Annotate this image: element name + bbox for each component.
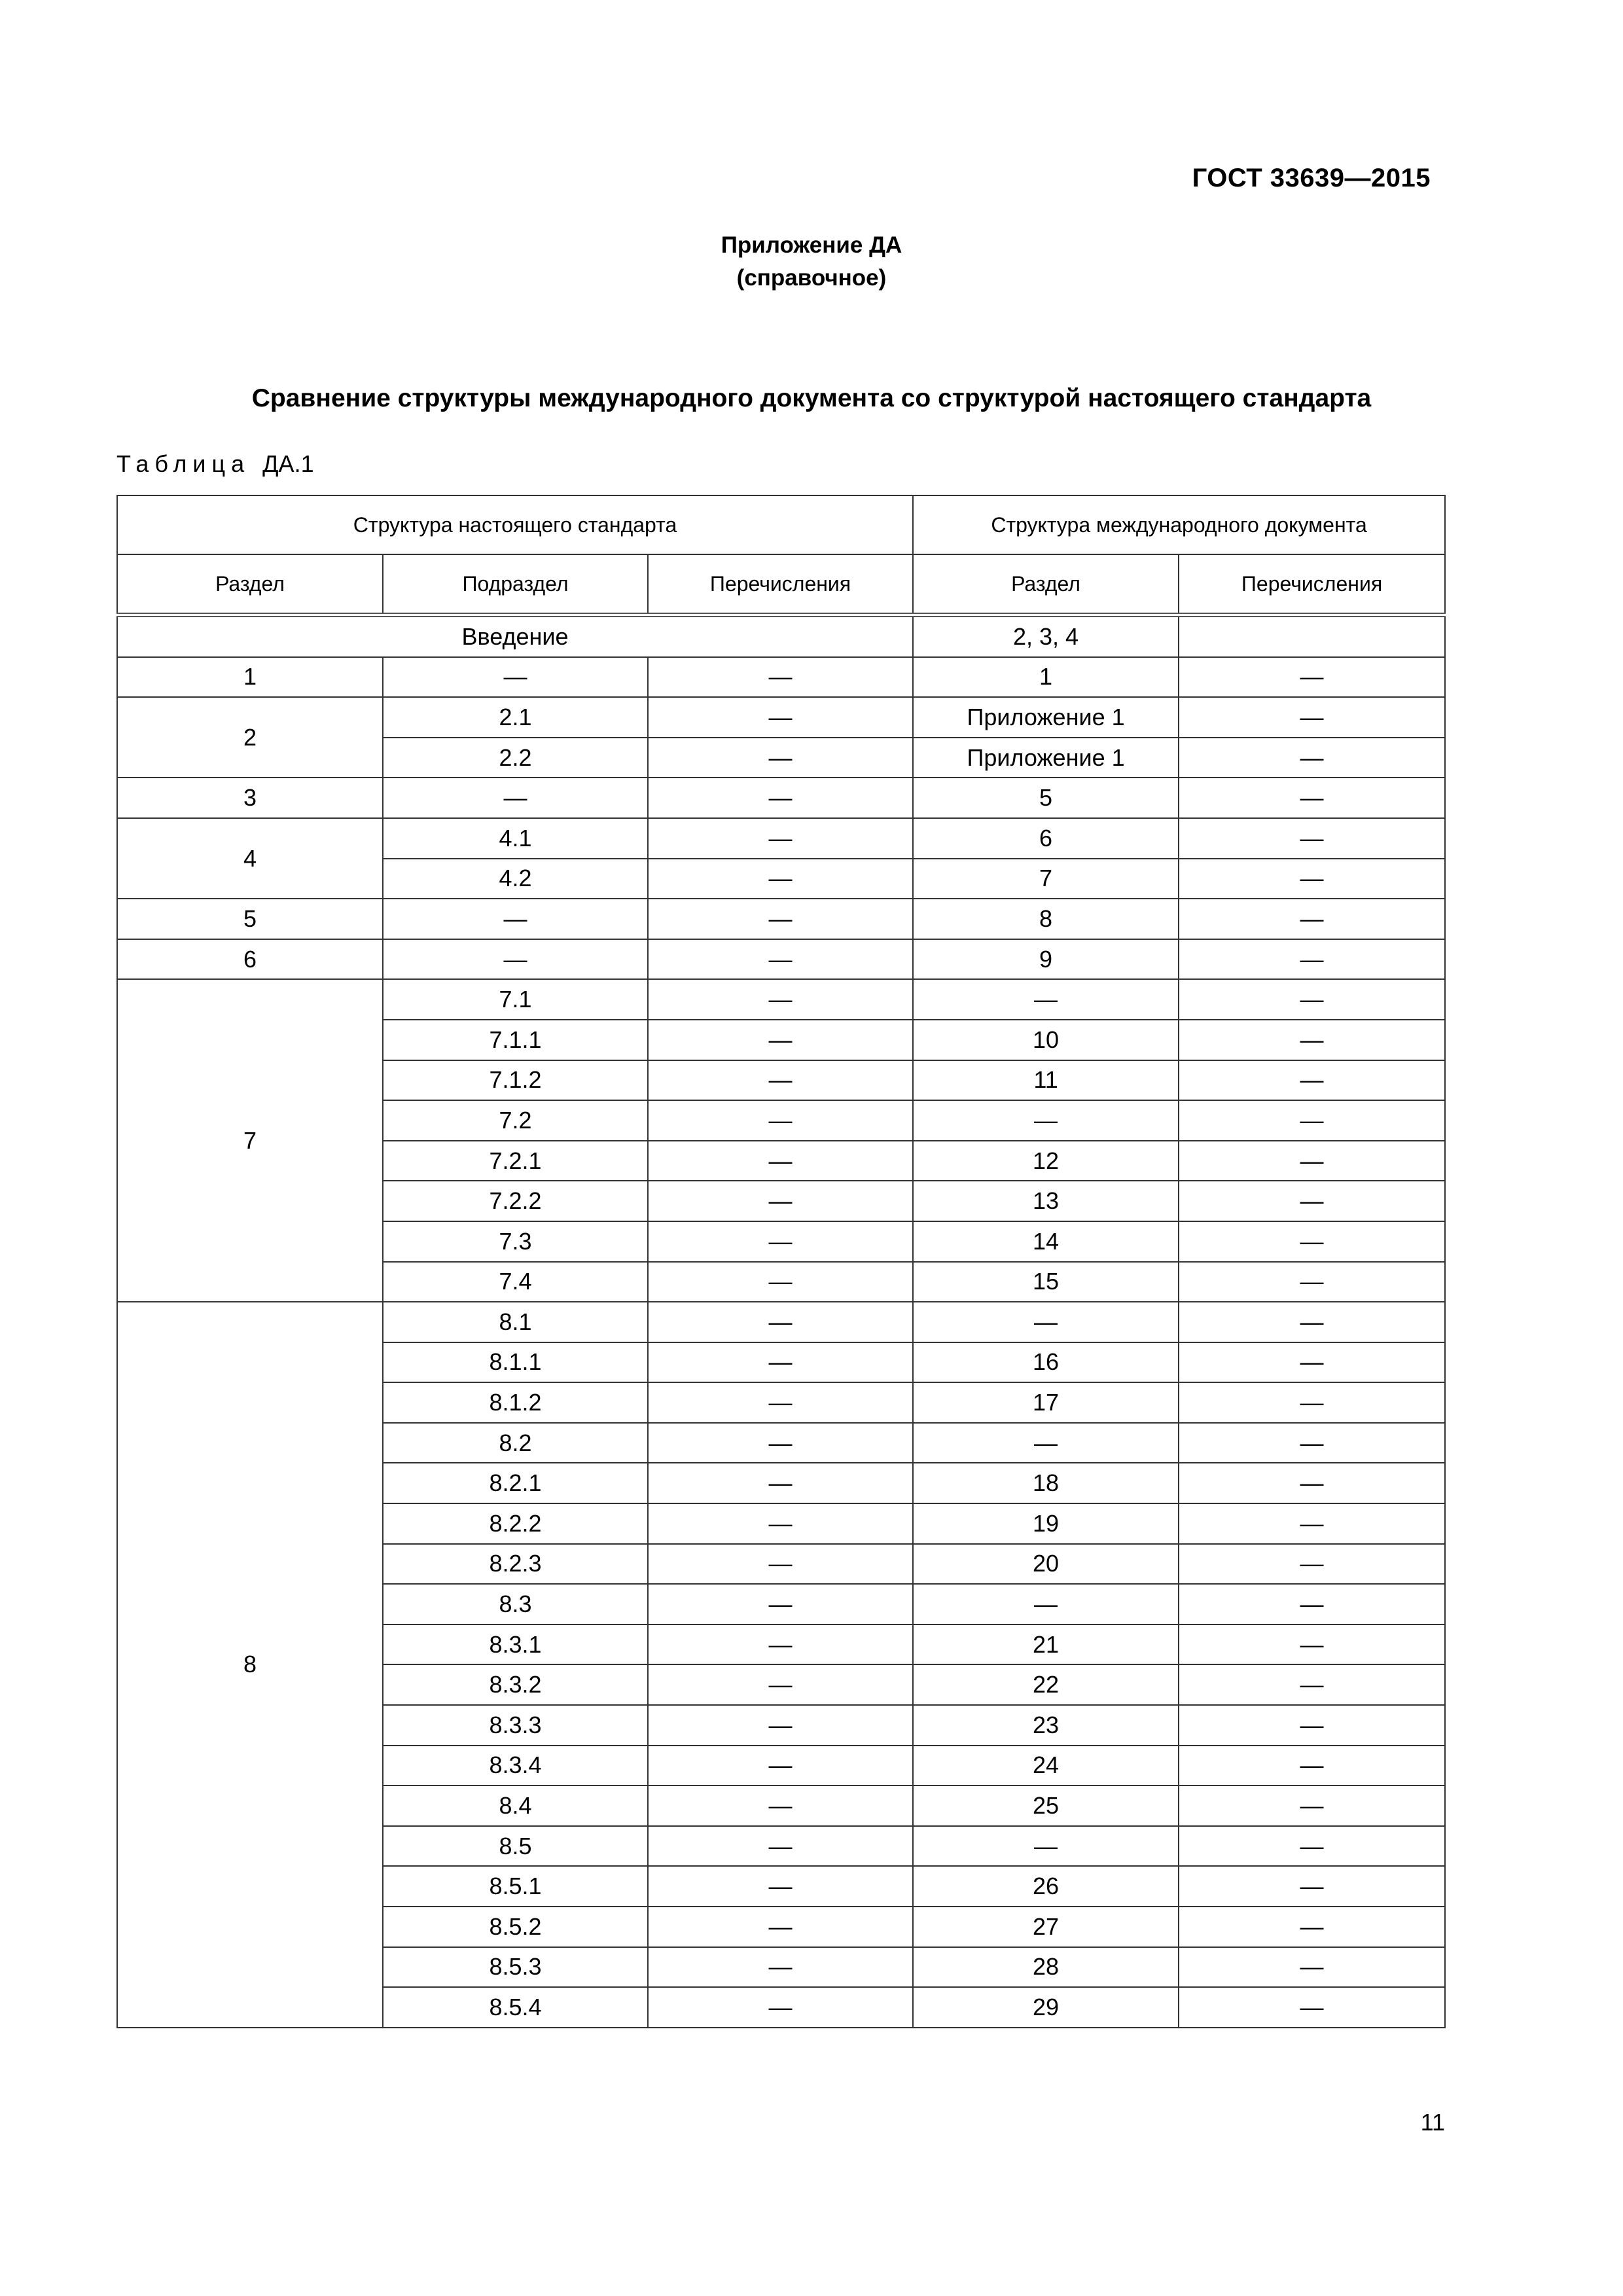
cell-subsection: 8.3.1 [383, 1624, 648, 1665]
cell-enumeration: — [648, 697, 913, 738]
cell-section: 5 [117, 899, 383, 939]
cell-enumeration: — [648, 1221, 913, 1262]
cell-intl-enumeration: — [1179, 1141, 1445, 1181]
cell-intl-enumeration: — [1179, 1100, 1445, 1141]
cell-intl-enumeration: — [1179, 1020, 1445, 1060]
cell-enumeration: — [648, 657, 913, 698]
cell-enumeration: — [648, 1907, 913, 1947]
cell-subsection: — [383, 899, 648, 939]
cell-enumeration: — [648, 1302, 913, 1342]
table-row [117, 899, 1445, 939]
cell-intl-enumeration: — [1179, 697, 1445, 738]
cell-subsection: 7.2.2 [383, 1181, 648, 1221]
cell-enumeration: — [648, 1785, 913, 1826]
cell-section: 3 [117, 778, 383, 818]
cell-intl-section: 11 [913, 1060, 1179, 1101]
cell-intl-section: 23 [913, 1705, 1179, 1746]
cell-intl-section: 18 [913, 1463, 1179, 1503]
cell-intl-section: 24 [913, 1746, 1179, 1786]
cell-section: 6 [117, 939, 383, 980]
comparison-table [116, 495, 1446, 2028]
cell-subsection: 8.1.2 [383, 1382, 648, 1423]
cell-intl-section: 10 [913, 1020, 1179, 1060]
group-header-standard: Структура настоящего стандарта [117, 495, 913, 554]
cell-enumeration: — [648, 899, 913, 939]
table-row [117, 939, 1445, 980]
cell-subsection: 8.3.4 [383, 1746, 648, 1786]
cell-enumeration: — [648, 1947, 913, 1988]
cell-intl-enumeration: — [1179, 1826, 1445, 1867]
cell-subsection: 8.5.4 [383, 1987, 648, 2028]
cell-subsection: 7.1.1 [383, 1020, 648, 1060]
cell-section: 7 [117, 979, 383, 1302]
cell-subsection: 8.5.1 [383, 1866, 648, 1907]
cell-enumeration: — [648, 979, 913, 1020]
cell-intl-enumeration: — [1179, 979, 1445, 1020]
table-row [117, 979, 1445, 1020]
cell-subsection: 8.3 [383, 1584, 648, 1624]
cell-intl-enumeration: — [1179, 1060, 1445, 1101]
cell-intl-enumeration: — [1179, 657, 1445, 698]
cell-intl-section: 25 [913, 1785, 1179, 1826]
cell-enumeration: — [648, 1060, 913, 1101]
cell-subsection: — [383, 778, 648, 818]
cell-intl-section: 7 [913, 859, 1179, 899]
cell-enumeration: — [648, 859, 913, 899]
cell-subsection: 8.3.2 [383, 1664, 648, 1705]
cell-subsection: 8.1 [383, 1302, 648, 1342]
cell-enumeration: — [648, 1544, 913, 1585]
document-code: ГОСТ 33639—2015 [1192, 164, 1431, 192]
cell-enumeration: — [648, 1262, 913, 1302]
cell-intl-enumeration: — [1179, 1382, 1445, 1423]
cell-enumeration: — [648, 1584, 913, 1624]
cell-subsection: 7.1 [383, 979, 648, 1020]
cell-subsection: 7.2.1 [383, 1141, 648, 1181]
cell-enumeration: — [648, 1503, 913, 1544]
table-row [117, 697, 1445, 738]
cell-intl-section: 21 [913, 1624, 1179, 1665]
col-header-intl-enumeration: Перечисления [1179, 554, 1445, 615]
page-title: Сравнение структуры международного документа со структурой настоящего стандарта [251, 384, 1372, 412]
cell-intl-enumeration: — [1179, 1987, 1445, 2028]
cell-intl-enumeration: — [1179, 1262, 1445, 1302]
cell-intl-enumeration: — [1179, 1866, 1445, 1907]
cell-subsection: 4.1 [383, 818, 648, 859]
cell-intl-section: 13 [913, 1181, 1179, 1221]
cell-intl-section: — [913, 1100, 1179, 1141]
intro-label: Введение [117, 615, 913, 657]
col-header-subsection: Подраздел [383, 554, 648, 615]
cell-intl-section: 15 [913, 1262, 1179, 1302]
intro-row [117, 615, 1445, 657]
cell-enumeration: — [648, 1342, 913, 1383]
cell-intl-section: — [913, 1302, 1179, 1342]
cell-intl-section: 19 [913, 1503, 1179, 1544]
appendix-type: (справочное) [736, 265, 887, 291]
cell-intl-section: 14 [913, 1221, 1179, 1262]
cell-intl-section: 22 [913, 1664, 1179, 1705]
cell-subsection: 7.1.2 [383, 1060, 648, 1101]
table-caption-label: Таблица [116, 450, 251, 477]
table-body [117, 615, 1445, 2028]
table-row [117, 778, 1445, 818]
cell-intl-enumeration: — [1179, 1907, 1445, 1947]
cell-intl-section: 29 [913, 1987, 1179, 2028]
table-caption [116, 450, 314, 478]
cell-enumeration: — [648, 1664, 913, 1705]
cell-intl-section: — [913, 1423, 1179, 1463]
cell-intl-enumeration: — [1179, 939, 1445, 980]
table-row [117, 818, 1445, 859]
cell-intl-enumeration: — [1179, 899, 1445, 939]
cell-subsection: 8.3.3 [383, 1705, 648, 1746]
cell-intl-section: 12 [913, 1141, 1179, 1181]
cell-subsection: 8.5.2 [383, 1907, 648, 1947]
table-caption-number: ДА.1 [262, 450, 314, 477]
cell-intl-enumeration: — [1179, 818, 1445, 859]
cell-intl-enumeration: — [1179, 1423, 1445, 1463]
cell-subsection: 8.2.1 [383, 1463, 648, 1503]
cell-intl-enumeration: — [1179, 1544, 1445, 1585]
cell-intl-section: — [913, 979, 1179, 1020]
table-column-header-row [117, 554, 1445, 615]
cell-subsection: 8.2.2 [383, 1503, 648, 1544]
cell-section: 8 [117, 1302, 383, 2028]
cell-enumeration: — [648, 1866, 913, 1907]
cell-enumeration: — [648, 1463, 913, 1503]
cell-enumeration: — [648, 1746, 913, 1786]
cell-intl-enumeration: — [1179, 859, 1445, 899]
cell-enumeration: — [648, 1826, 913, 1867]
cell-intl-enumeration: — [1179, 1503, 1445, 1544]
cell-enumeration: — [648, 1705, 913, 1746]
cell-subsection: 8.1.1 [383, 1342, 648, 1383]
cell-enumeration: — [648, 1624, 913, 1665]
cell-intl-enumeration: — [1179, 1785, 1445, 1826]
cell-enumeration: — [648, 1141, 913, 1181]
cell-enumeration: — [648, 1181, 913, 1221]
cell-intl-section: — [913, 1826, 1179, 1867]
cell-intl-section: 1 [913, 657, 1179, 698]
cell-enumeration: — [648, 778, 913, 818]
cell-intl-enumeration: — [1179, 778, 1445, 818]
cell-intl-section: 6 [913, 818, 1179, 859]
table-group-header-row [117, 495, 1445, 554]
cell-subsection: — [383, 939, 648, 980]
intro-intl-section: 2, 3, 4 [913, 615, 1179, 657]
cell-enumeration: — [648, 818, 913, 859]
cell-intl-section: 16 [913, 1342, 1179, 1383]
table-row [117, 657, 1445, 698]
cell-intl-section: 8 [913, 899, 1179, 939]
cell-intl-section: 27 [913, 1907, 1179, 1947]
cell-intl-enumeration: — [1179, 1746, 1445, 1786]
cell-enumeration: — [648, 1382, 913, 1423]
appendix-title: Приложение ДА [721, 232, 902, 258]
cell-intl-section: Приложение 1 [913, 697, 1179, 738]
group-header-international: Структура международного документа [913, 495, 1445, 554]
cell-intl-enumeration: — [1179, 1342, 1445, 1383]
cell-intl-enumeration: — [1179, 1705, 1445, 1746]
cell-subsection: 8.4 [383, 1785, 648, 1826]
cell-subsection: 8.2.3 [383, 1544, 648, 1585]
cell-section: 1 [117, 657, 383, 698]
cell-intl-section: 26 [913, 1866, 1179, 1907]
cell-enumeration: — [648, 738, 913, 778]
cell-intl-section: 20 [913, 1544, 1179, 1585]
cell-enumeration: — [648, 1020, 913, 1060]
cell-enumeration: — [648, 1423, 913, 1463]
cell-intl-enumeration: — [1179, 1947, 1445, 1988]
col-header-enumeration: Перечисления [648, 554, 913, 615]
cell-enumeration: — [648, 939, 913, 980]
cell-intl-enumeration: — [1179, 1584, 1445, 1624]
cell-intl-section: — [913, 1584, 1179, 1624]
cell-subsection: 7.2 [383, 1100, 648, 1141]
cell-subsection: 8.5 [383, 1826, 648, 1867]
intro-intl-enumeration [1179, 615, 1445, 657]
cell-intl-enumeration: — [1179, 1302, 1445, 1342]
cell-enumeration: — [648, 1987, 913, 2028]
cell-subsection: 7.4 [383, 1262, 648, 1302]
cell-intl-section: 17 [913, 1382, 1179, 1423]
cell-intl-enumeration: — [1179, 738, 1445, 778]
cell-intl-enumeration: — [1179, 1664, 1445, 1705]
cell-section: 2 [117, 697, 383, 778]
cell-enumeration: — [648, 1100, 913, 1141]
cell-intl-section: 9 [913, 939, 1179, 980]
cell-intl-enumeration: — [1179, 1624, 1445, 1665]
cell-subsection: 2.1 [383, 697, 648, 738]
cell-section: 4 [117, 818, 383, 899]
cell-intl-enumeration: — [1179, 1221, 1445, 1262]
cell-subsection: 7.3 [383, 1221, 648, 1262]
page-number: 11 [1420, 2109, 1445, 2136]
col-header-intl-section: Раздел [913, 554, 1179, 615]
cell-intl-enumeration: — [1179, 1463, 1445, 1503]
cell-intl-section: 28 [913, 1947, 1179, 1988]
cell-intl-enumeration: — [1179, 1181, 1445, 1221]
cell-intl-section: 5 [913, 778, 1179, 818]
col-header-section: Раздел [117, 554, 383, 615]
cell-subsection: 2.2 [383, 738, 648, 778]
table-row [117, 1302, 1445, 1342]
cell-subsection: 8.2 [383, 1423, 648, 1463]
cell-subsection: 8.5.3 [383, 1947, 648, 1988]
cell-subsection: 4.2 [383, 859, 648, 899]
cell-intl-section: Приложение 1 [913, 738, 1179, 778]
cell-subsection: — [383, 657, 648, 698]
